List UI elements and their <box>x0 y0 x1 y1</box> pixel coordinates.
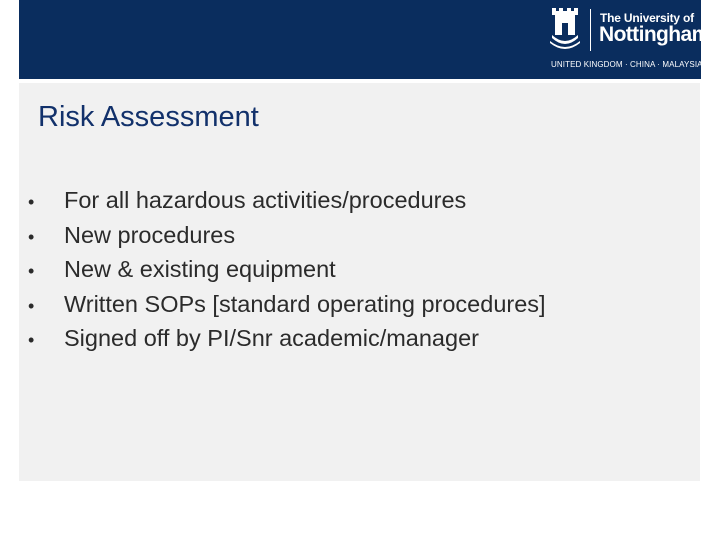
bullet-text: New procedures <box>64 221 236 248</box>
slide-title: Risk Assessment <box>38 101 259 133</box>
bullet-text: Written SOPs [standard operating procedures] <box>64 290 546 317</box>
bullet-item <box>28 291 668 326</box>
university-logo <box>549 5 714 73</box>
logo-divider <box>590 9 591 51</box>
bullet-glyph: • <box>28 330 35 350</box>
logo-line2: Nottingham <box>599 23 710 46</box>
bullet-text: For all hazardous activities/procedures <box>64 187 467 213</box>
bullet-item <box>28 256 668 291</box>
bullet-item <box>28 325 668 360</box>
bullet-glyph: • <box>28 261 35 281</box>
bullet-text: New & existing equipment <box>64 256 336 282</box>
bullet-item <box>28 187 668 222</box>
bullet-glyph: • <box>28 295 35 316</box>
castle-crest-icon <box>549 7 581 51</box>
bullet-glyph: • <box>28 192 35 212</box>
header-band <box>19 0 710 79</box>
bullet-glyph: • <box>28 226 35 247</box>
bullet-list <box>28 187 668 360</box>
logo-line1: The University of <box>600 11 694 25</box>
logo-campuses: UNITED KINGDOM · CHINA · MALAYSIA <box>551 60 703 69</box>
bullet-text: Signed off by PI/Snr academic/manager <box>64 325 479 351</box>
bullet-item <box>28 222 668 257</box>
